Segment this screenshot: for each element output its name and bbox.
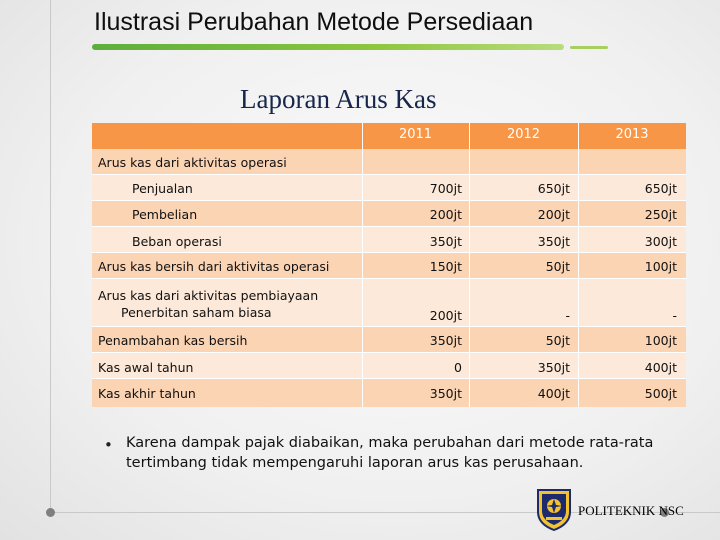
cell-2013: 100jt (644, 333, 677, 348)
cell-2011: 200jt (429, 308, 462, 323)
row-label: Pembelian (132, 207, 198, 222)
cell-2011: 200jt (429, 207, 462, 222)
cell-2011: 350jt (429, 234, 462, 249)
section-operating-label: Arus kas dari aktivitas operasi (98, 155, 287, 170)
cell-2013: 300jt (644, 234, 677, 249)
title-underline-tail (570, 46, 608, 49)
bullet-marker: • (104, 436, 113, 454)
cell-2013: 100jt (644, 259, 677, 274)
cell-2012: 650jt (537, 181, 570, 196)
cell-2013: 500jt (644, 386, 677, 401)
table-row (92, 353, 686, 379)
cell-2012: 50jt (545, 259, 570, 274)
cell-2011: 350jt (429, 333, 462, 348)
table-row (92, 175, 686, 201)
row-label: Arus kas bersih dari aktivitas operasi (98, 259, 330, 274)
title-underline (92, 44, 564, 50)
table-row (92, 227, 686, 253)
header-year-2013: 2013 (615, 127, 649, 142)
slide-title: Ilustrasi Perubahan Metode Persediaan (94, 8, 534, 36)
section-financing-label: Arus kas dari aktivitas pembiayaan (98, 288, 319, 303)
institution-name: POLITEKNIK NSC (578, 503, 684, 518)
shield-emblem-icon (534, 486, 574, 532)
cell-2011: 150jt (429, 259, 462, 274)
row-label: Penjualan (132, 181, 193, 196)
row-label: Kas akhir tahun (98, 386, 196, 401)
cell-2012: 400jt (537, 386, 570, 401)
cell-2012: 50jt (545, 333, 570, 348)
cell-2013: - (672, 308, 677, 323)
cell-2012: 200jt (537, 207, 570, 222)
cell-2013: 400jt (644, 360, 677, 375)
row-label: Penerbitan saham biasa (121, 305, 272, 320)
row-label: Penambahan kas bersih (98, 333, 248, 348)
cell-2013: 650jt (644, 181, 677, 196)
cell-2011: 0 (454, 360, 462, 375)
table-row (92, 253, 686, 279)
table-row (92, 327, 686, 353)
cell-2011: 700jt (429, 181, 462, 196)
table-row (92, 279, 686, 327)
table-row (92, 379, 686, 407)
note-text: Karena dampak pajak diabaikan, maka perubahan dari metode rata-rata tertimbang tidak mempengaruhi laporan arus kas perusahaan. (126, 435, 654, 471)
cell-2013: 250jt (644, 207, 677, 222)
frame-left-line (50, 0, 51, 512)
table-header (92, 123, 686, 149)
frame-corner-dot (46, 508, 55, 517)
table-row (92, 149, 686, 175)
header-year-2012: 2012 (506, 127, 541, 142)
row-label: Kas awal tahun (98, 360, 194, 375)
table-row (92, 201, 686, 227)
cell-2012: 350jt (537, 234, 570, 249)
header-year-2011: 2011 (398, 127, 433, 142)
cell-2012: - (565, 308, 570, 323)
cell-2012: 350jt (537, 360, 570, 375)
slide-subtitle: Laporan Arus Kas (240, 84, 437, 114)
cell-2011: 350jt (429, 386, 462, 401)
row-label: Beban operasi (132, 234, 222, 249)
